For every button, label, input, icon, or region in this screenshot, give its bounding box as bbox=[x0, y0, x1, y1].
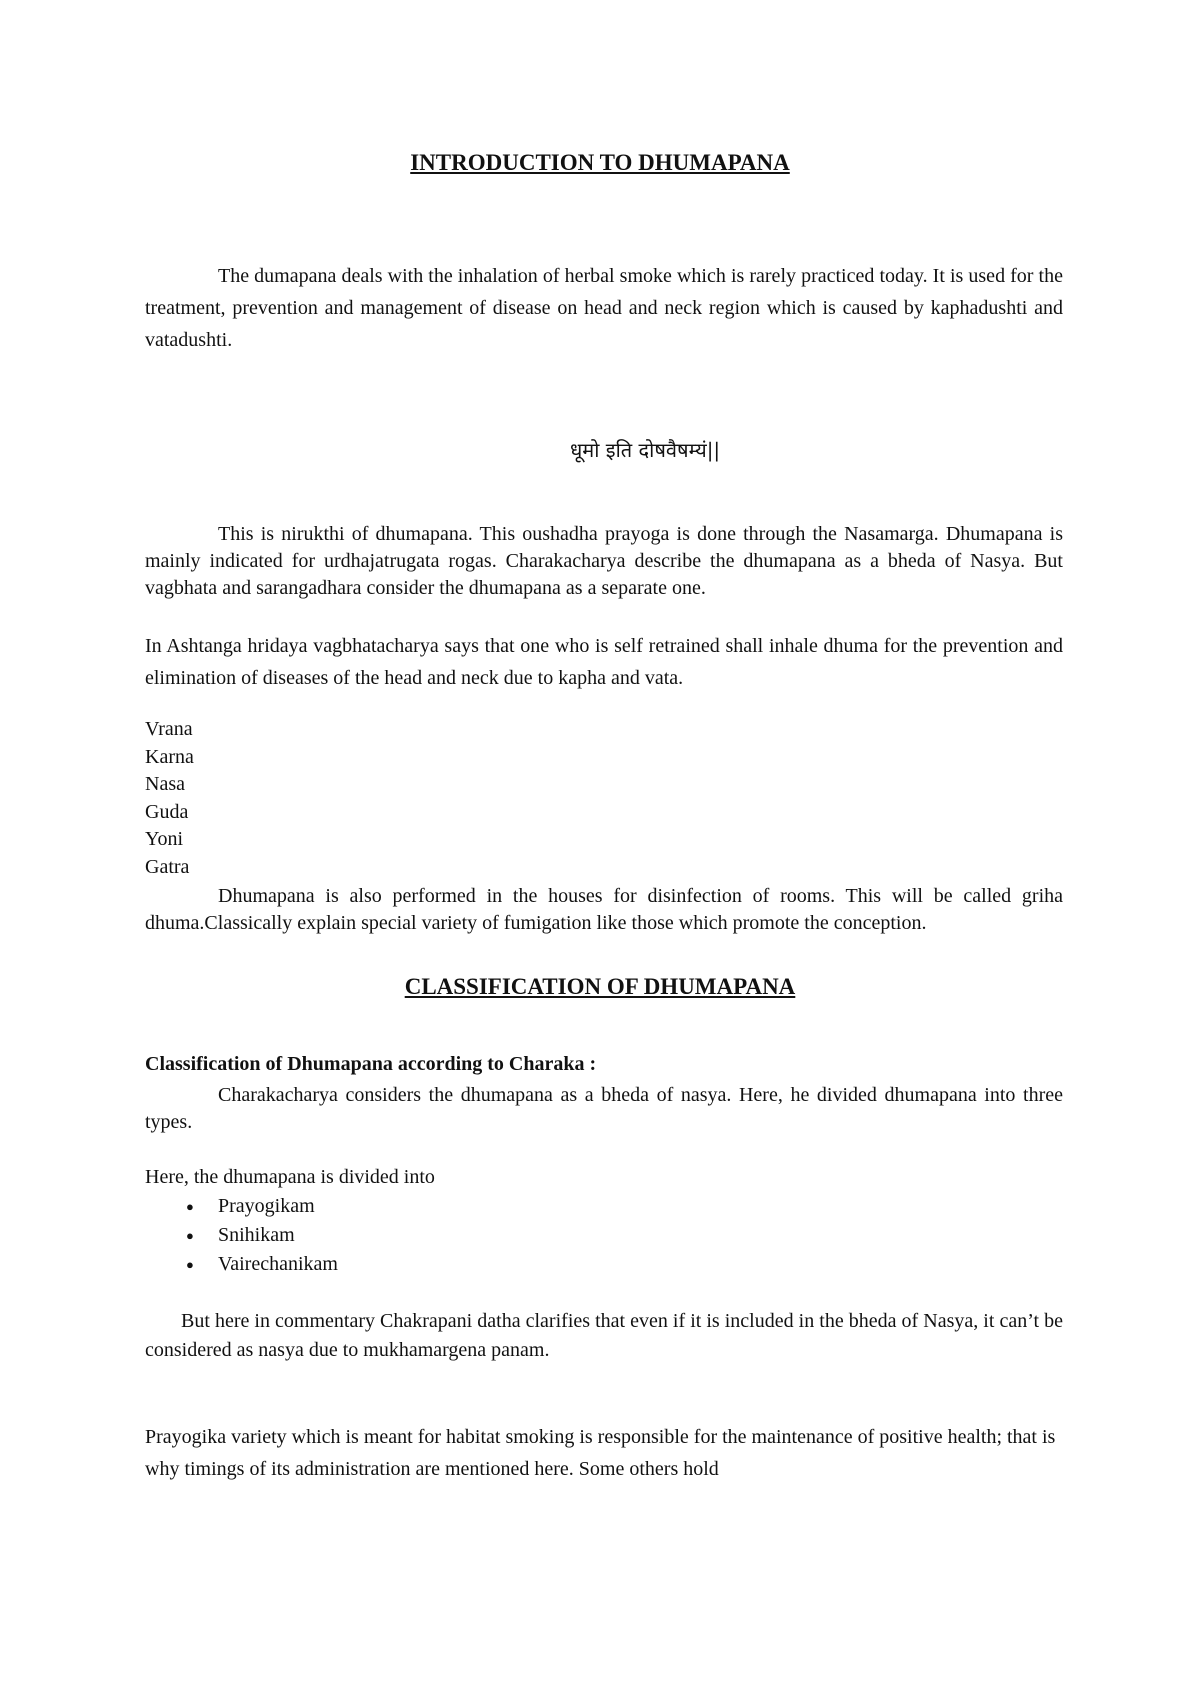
list-item: Guda bbox=[145, 800, 189, 823]
chakrapani-paragraph: But here in commentary Chakrapani datha clarifies that even if it is included in the bheda of Nasya, it can’t be considered as nasya due to mukhamargena panam. bbox=[145, 1310, 1063, 1361]
nirukthi-paragraph: This is nirukthi of dhumapana. This oushadha prayoga is done through the Nasamarga. Dhumapana is mainly indicated for urdhajatrugata rogas. Charakacharya describe the dhumapana as a bheda of Nasya. But vagbhata and sarangadhara consider the dhumapana as a separate one. bbox=[145, 523, 1063, 599]
divided-intro: Here, the dhumapana is divided into bbox=[145, 1166, 435, 1188]
list-item: ● Vairechanikam bbox=[180, 1250, 338, 1279]
page-title: INTRODUCTION TO DHUMAPANA bbox=[410, 150, 790, 175]
list-item: Yoni bbox=[145, 828, 183, 850]
ashtanga-paragraph: In Ashtanga hridaya vagbhatacharya says that one who is self retrained shall inhale dhuma for the prevention and elimination of diseases of the head and neck due to kapha and vata. bbox=[145, 635, 1063, 689]
sites-list bbox=[145, 716, 194, 881]
prayogika-paragraph: Prayogika variety which is meant for habitat smoking is responsible for the maintenance of positive health; that is why timings of its administration are mentioned here. Some others hold bbox=[145, 1426, 1056, 1480]
list-item: ● Prayogikam bbox=[180, 1192, 338, 1221]
sanskrit-verse: धूमो इति दोषवैषम्यं|| bbox=[570, 438, 721, 462]
list-item: ● Snihikam bbox=[180, 1221, 338, 1250]
charaka-paragraph: Charakacharya considers the dhumapana as a bheda of nasya. Here, he divided dhumapana into three types. bbox=[145, 1084, 1063, 1133]
types-list bbox=[180, 1192, 338, 1279]
list-item: Vrana bbox=[145, 718, 193, 740]
griha-paragraph: Dhumapana is also performed in the houses for disinfection of rooms. This will be called griha dhuma.Classically explain special variety of fumigation like those which promote the conception. bbox=[145, 885, 1063, 934]
classification-title: CLASSIFICATION OF DHUMAPANA bbox=[404, 974, 796, 999]
list-item: Nasa bbox=[145, 773, 185, 795]
list-item: Karna bbox=[145, 745, 194, 768]
intro-paragraph: The dumapana deals with the inhalation of herbal smoke which is rarely practiced today. It is used for the treatment, prevention and management of disease on head and neck region which is caused by kaphadushti and vatadushti. bbox=[145, 265, 1063, 351]
charaka-heading: Classification of Dhumapana according to Charaka : bbox=[145, 1053, 597, 1075]
list-item: Gatra bbox=[145, 855, 190, 878]
